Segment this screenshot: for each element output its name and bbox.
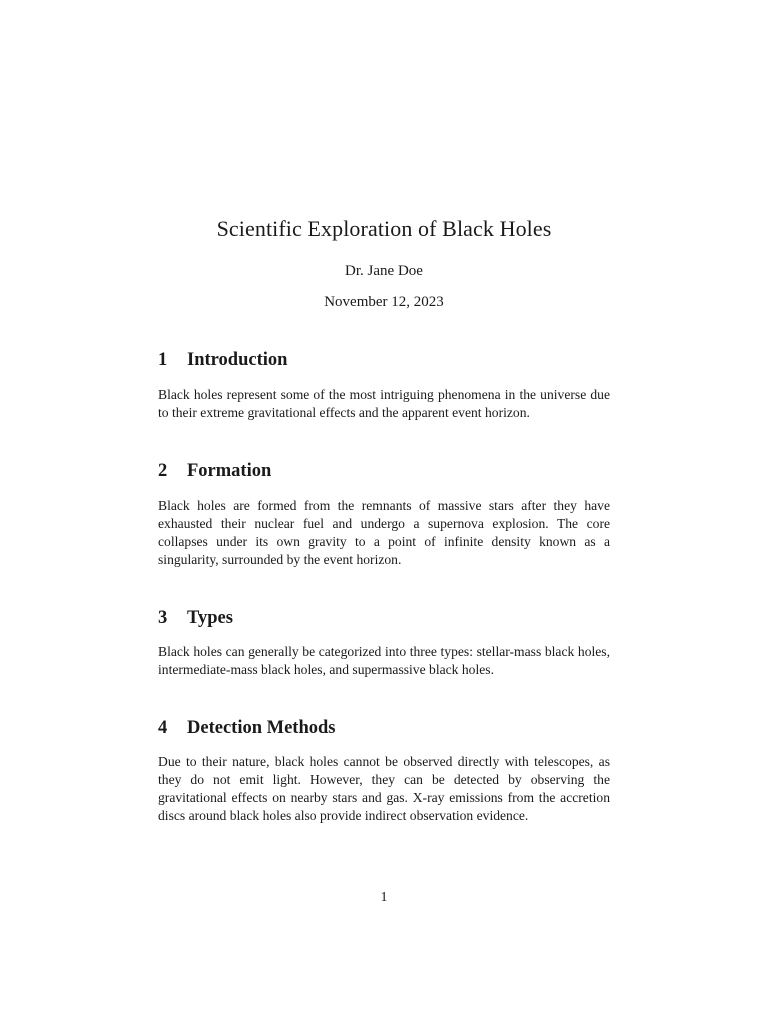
- section-body-formation: Black holes are formed from the remnants of massive stars after they have exhausted their nuclear fuel and undergo a supernova explosion. The core collapses under its own gravity to a point of infinite density known as a singularity, surrounded by the event horizon.: [158, 498, 610, 567]
- page-number: 1: [380, 890, 388, 905]
- document-author: Dr. Jane Doe: [345, 263, 423, 279]
- section-number: 1: [158, 350, 168, 370]
- section-title: Formation: [187, 461, 272, 481]
- section-title: Detection Methods: [187, 718, 336, 738]
- section-title: Types: [187, 608, 233, 628]
- section-body-introduction: Black holes represent some of the most intriguing phenomena in the universe due to their extreme gravitational effects and the apparent event horizon.: [158, 387, 610, 420]
- section-heading-formation: [158, 461, 271, 482]
- section-body-types: Black holes can generally be categorized into three types: stellar-mass black holes, intermediate-mass black holes, and supermassive black holes.: [158, 644, 610, 677]
- section-body-detection-methods: Due to their nature, black holes cannot be observed directly with telescopes, as they do not emit light. However, they can be detected by observing the gravitational effects on nearby stars and gas. X-ray emissions from the accretion discs around black holes also provide indirect observation evidence.: [158, 754, 610, 823]
- document-date: November 12, 2023: [324, 294, 444, 310]
- document-title: Scientific Exploration of Black Holes: [216, 216, 552, 241]
- section-number: 3: [158, 608, 168, 628]
- section-number: 2: [158, 461, 168, 481]
- section-title: Introduction: [187, 350, 288, 370]
- section-heading-detection-methods: [158, 718, 335, 739]
- section-number: 4: [158, 718, 168, 738]
- section-heading-types: [158, 608, 233, 629]
- section-heading-introduction: [158, 350, 287, 371]
